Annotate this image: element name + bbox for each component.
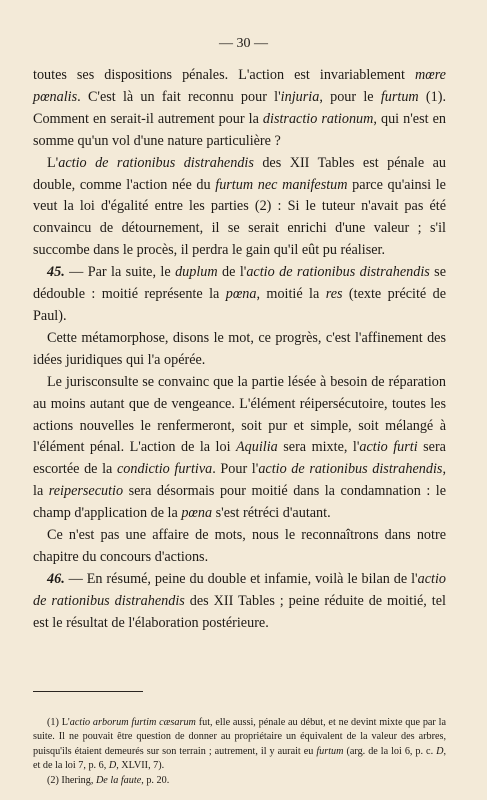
- italic-span: actio de rationibus distrahendis: [58, 154, 254, 171]
- italic-span: D: [436, 745, 444, 757]
- text-span: des XII Tables ; peine réduite de moitié, tel est le résultat de l'élaboration postérieure.: [33, 592, 446, 631]
- italic-span: furtum: [316, 745, 344, 757]
- paragraph: [33, 65, 446, 153]
- section-number: 46.: [47, 570, 65, 587]
- italic-span: D: [108, 760, 117, 772]
- footnote-divider: [33, 691, 143, 692]
- italic-span: pœna: [225, 286, 257, 303]
- text-span: s'est rétréci d'autant.: [212, 505, 331, 522]
- text-span: se dédouble : moitié représente la: [33, 264, 447, 303]
- text-span: , la: [33, 461, 446, 500]
- italic-span: pœna: [181, 505, 213, 522]
- italic-span: furtum: [380, 88, 419, 105]
- text-span: fut, elle aussi, pénale au début, et ne devint mixte que par la suite. Il ne pouvait être question de donner au propriétaire un équivalent de la valeur des arbres, puisqu'ils étaient demeurés sur son terrain ; autrement, il y aurait eu: [33, 717, 446, 757]
- text-span: (texte précité de Paul).: [33, 286, 447, 324]
- text-span: parce qu'ainsi le veut la loi d'égalité entre les parties (2) : Si le tuteur n'avait pas été convaincu de détournement, il se serait enrichi d'une valeur ; s'il succombe dans le procès, il perdra le gain qu'il eût pu réaliser.: [33, 176, 446, 259]
- paragraph: [33, 328, 446, 372]
- footnote: [33, 774, 446, 788]
- text-span: , moitié la: [256, 286, 326, 303]
- italic-span: res: [325, 286, 343, 303]
- text-span: Le jurisconsulte se convainc que la partie lésée à besoin de réparation au moins autant que de vengeance. L'élément réipersécutoire, toutes les actions nouvelles le renfermeront, soit pur et simple, soit mélangé à l'élément pénal. L'action de la loi: [33, 373, 446, 456]
- text-span: , pour le: [319, 88, 381, 105]
- italic-span: actio de rationibus distrahendis: [246, 264, 430, 281]
- main-text: [33, 65, 446, 635]
- italic-span: actio de rationibus distrahendis: [258, 461, 443, 478]
- italic-span: mœre pœnalis: [33, 67, 446, 105]
- italic-span: Aquilia: [236, 439, 278, 456]
- text-span: (1) L': [47, 717, 70, 728]
- italic-span: actio arborum furtim cæsarum: [69, 717, 196, 728]
- page-number: — 30 —: [219, 36, 268, 51]
- text-span: (2) Ihering,: [47, 774, 96, 786]
- italic-span: distractio rationum: [262, 110, 374, 127]
- text-span: , et de la loi 7, p. 6,: [33, 745, 446, 772]
- italic-span: De la faute: [95, 774, 142, 786]
- text-span: sera mixte, l': [277, 439, 360, 456]
- footnotes: [33, 716, 446, 788]
- italic-span: actio furti: [359, 439, 418, 456]
- text-span: des XII Tables est pénale au double, comme l'action née du: [33, 154, 446, 193]
- text-span: Cette métamorphose, disons le mot, ce progrès, c'est l'affinement des idées juridiques qui l'a opérée.: [33, 329, 446, 368]
- italic-span: furtum nec manifestum: [215, 176, 348, 193]
- footnote: [33, 716, 446, 774]
- text-span: Ce n'est pas une affaire de mots, nous le reconnaîtrons dans notre chapitre du concours d'actions.: [33, 527, 446, 565]
- text-span: (arg. de la loi 6, p. c.: [343, 745, 437, 757]
- italic-span: injuria: [280, 88, 320, 105]
- text-span: de l': [217, 264, 247, 281]
- text-span: L': [47, 154, 59, 171]
- italic-span: condictio furtiva: [116, 461, 213, 478]
- text-span: toutes ses dispositions pénales. L'action est invariablement: [33, 67, 415, 83]
- paragraph: [33, 372, 446, 525]
- paragraph: [33, 262, 446, 328]
- paragraph: [33, 525, 446, 569]
- text-span: (1). Comment en serait-il autrement pour la: [33, 88, 446, 127]
- italic-span: reipersecutio: [48, 483, 124, 500]
- paragraph: [33, 153, 446, 263]
- section-number: 45.: [47, 264, 65, 281]
- text-span: , qui n'est en somme qu'un vol d'une nature particulière ?: [33, 110, 446, 149]
- text-span: . Pour l': [212, 461, 259, 478]
- text-span: sera désormais pour moitié dans la condamnation : le champ d'application de la: [33, 483, 447, 522]
- text-span: , p. 20.: [141, 774, 170, 786]
- paragraph: [33, 569, 446, 635]
- text-span: . C'est là un fait reconnu pour l': [77, 88, 281, 105]
- text-span: sera escortée de la: [33, 439, 446, 478]
- italic-span: duplum: [175, 264, 218, 281]
- text-span: — Par la suite, le: [64, 264, 176, 281]
- text-span: , XLVII, 7).: [116, 760, 165, 772]
- text-span: — En résumé, peine du double et infamie, voilà le bilan de l': [64, 570, 418, 587]
- italic-span: actio de rationibus distrahendis: [33, 570, 446, 609]
